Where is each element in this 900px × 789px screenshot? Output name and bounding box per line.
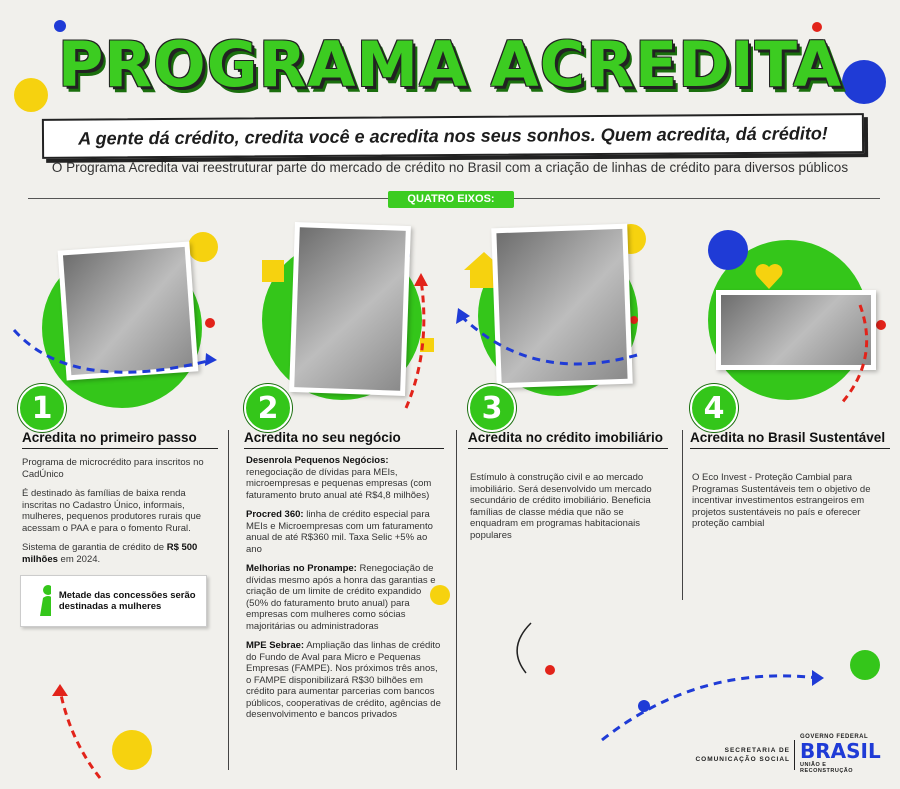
dashed-arrow-decoration <box>598 664 828 744</box>
column-4-title: Acredita no Brasil Sustentável <box>690 430 890 449</box>
dashed-arrow-decoration <box>40 680 120 780</box>
women-note-box <box>20 575 207 627</box>
heart-icon <box>754 262 784 290</box>
photo-man-tablet <box>289 222 411 396</box>
step-number-2: 2 <box>244 384 292 432</box>
column-2-item: Melhorias no Pronampe: Renegociação de dívidas mesmo após a honra das garantias e criação de um limite de crédito expandido (50% do faturamento bruto anual) para empresas com mulheres como sócias majoritárias ou administradoras <box>246 563 436 632</box>
dashed-arrow-decoration <box>396 270 436 410</box>
brasil-government-logo <box>800 734 880 774</box>
yellow-square-decoration <box>262 260 284 282</box>
column-1-body <box>22 457 212 573</box>
footer-divider <box>794 740 795 770</box>
column-divider <box>456 430 457 770</box>
step-number-3: 3 <box>468 384 516 432</box>
column-2-item: Desenrola Pequenos Negócios: renegociação de dívidas para MEIs, microempresas e pequenas empresas (com faturamento bruto anual até R$4,8 milhões) <box>246 455 432 501</box>
column-divider <box>228 430 229 770</box>
guarantee-paragraph: Sistema de garantia de crédito de R$ 500 milhões em 2024. <box>22 542 198 565</box>
dashed-arrow-decoration <box>820 300 880 410</box>
women-note-text: Metade das concessões serão destinadas a mulheres <box>58 590 196 612</box>
secom-logo: SECRETARIA DE COMUNICAÇÃO SOCIAL <box>695 747 790 763</box>
dashed-arrow-decoration <box>452 300 642 380</box>
tagline: A gente dá crédito, credita você e acredita nos seus sonhos. Quem acredita, dá crédito! <box>78 122 828 149</box>
column-2-item: Procred 360: linha de crédito especial para MEIs e Microempresas com um faturamento anual de até R$360 mil. Taxa Selic +5% ao ano <box>246 509 433 555</box>
green-dot-decoration <box>850 650 880 680</box>
column-2-title: Acredita no seu negócio <box>244 430 444 449</box>
column-divider <box>682 430 683 600</box>
column-1-paragraph: Programa de microcrédito para inscritos no CadÚnico <box>22 457 204 480</box>
tagline-box <box>42 113 864 159</box>
column-3-title: Acredita no crédito imobiliário <box>468 430 668 449</box>
step-number-1: 1 <box>18 384 66 432</box>
brasil-wordmark: BRASIL <box>800 739 881 763</box>
eixos-badge: QUATRO EIXOS: <box>388 191 514 208</box>
step-number-4: 4 <box>690 384 738 432</box>
column-2-body <box>246 455 442 729</box>
column-4-body <box>692 472 882 538</box>
column-2-item: MPE Sebrae: Ampliação das linhas de crédito do Fundo de Aval para Micro e Pequenas Empresas (FAMPE). Nos próximos três anos, o FAMPE disponibilizará R$30 bilhões em crédito para aumentar parcerias com bancos públicos, cooperativas de crédito, agências de desenvolvimento e bancos privados <box>246 640 441 720</box>
column-1-title: Acredita no primeiro passo <box>22 430 218 449</box>
yellow-dot-decoration <box>188 232 218 262</box>
woman-icon <box>35 584 51 618</box>
column-3-body <box>470 472 656 549</box>
blue-dot-decoration <box>708 230 748 270</box>
gov-label: GOVERNO FEDERAL <box>800 734 869 740</box>
column-3-paragraph: Estímulo à construção civil e ao mercado imobiliário. Será desenvolvido um mercado secundário de crédito imobiliário. Beneficia famílias de classe média que não se enquadram em programas habitacionais populares <box>470 472 652 541</box>
column-4-paragraph: O Eco Invest - Proteção Cambial para Programas Sustentáveis tem o objetivo de incentivar investimentos estrangeiros em projetos sustentáveis no país e oferecer proteção cambial <box>692 472 871 529</box>
column-1-paragraph: É destinado às famílias de baixa renda inscritas no Cadastro Único, informais, mulheres, pequenos produtores rurais que acessam o PAA e para o fomento Rural. <box>22 488 202 534</box>
slogan: UNIÃO E RECONSTRUÇÃO <box>800 762 854 774</box>
curly-arrow-decoration <box>506 618 546 678</box>
intro-text: O Programa Acredita vai reestruturar parte do mercado de crédito no Brasil com a criação de linhas de crédito para diversos públicos <box>51 160 849 175</box>
guarantee-value: R$ 500 milhões <box>22 542 198 565</box>
red-dot-decoration <box>545 665 555 675</box>
page-title: PROGRAMA ACREDITA <box>57 28 843 101</box>
